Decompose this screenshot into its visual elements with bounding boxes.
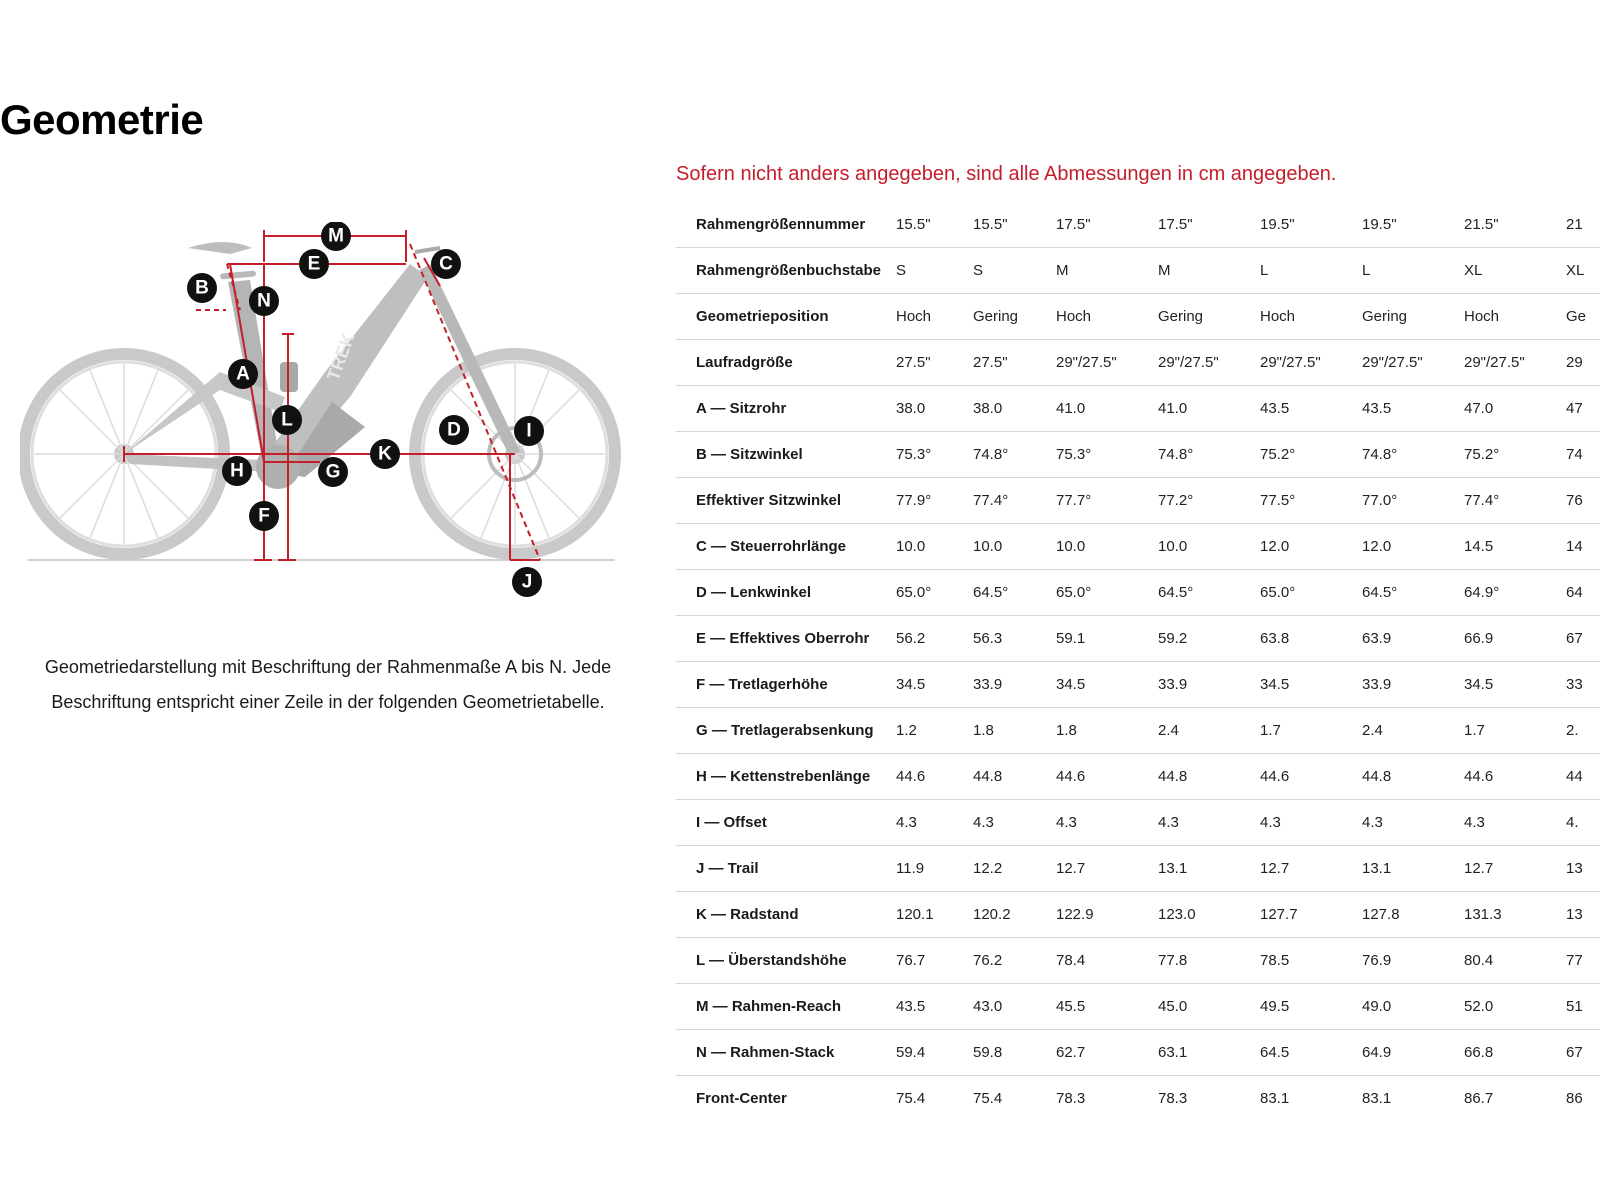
svg-text:A: A — [236, 363, 250, 385]
table-cell: 77.9° — [896, 478, 973, 524]
table-cell: 59.4 — [896, 1030, 973, 1076]
row-label: Rahmengrößennummer — [676, 202, 896, 248]
table-cell: 34.5 — [1464, 662, 1566, 708]
table-row — [676, 478, 1600, 524]
marker-l — [272, 405, 302, 435]
table-cell: 76.9 — [1362, 938, 1464, 984]
table-cell: M — [1158, 248, 1260, 294]
table-cell: 44.6 — [1260, 754, 1362, 800]
marker-i — [514, 416, 544, 446]
table-cell: 63.9 — [1362, 616, 1464, 662]
marker-n — [249, 286, 279, 316]
table-cell: 1.7 — [1260, 708, 1362, 754]
geometry-table — [676, 202, 1600, 1116]
table-cell: 74 — [1566, 432, 1600, 478]
table-cell: 1.8 — [1056, 708, 1158, 754]
table-cell: 15.5" — [973, 202, 1056, 248]
table-cell: 10.0 — [1158, 524, 1260, 570]
table-cell: 44.8 — [1362, 754, 1464, 800]
row-label: N — Rahmen-Stack — [676, 1030, 896, 1076]
table-cell: 64.5 — [1260, 1030, 1362, 1076]
table-cell: 27.5" — [973, 340, 1056, 386]
table-cell: 38.0 — [973, 386, 1056, 432]
table-cell: 77 — [1566, 938, 1600, 984]
marker-m — [321, 222, 351, 251]
table-row — [676, 294, 1600, 340]
table-cell: 29"/27.5" — [1260, 340, 1362, 386]
table-cell: 127.7 — [1260, 892, 1362, 938]
svg-text:L: L — [281, 409, 293, 431]
table-cell: 4.3 — [1464, 800, 1566, 846]
row-label: A — Sitzrohr — [676, 386, 896, 432]
table-cell: 34.5 — [1056, 662, 1158, 708]
table-cell: 13 — [1566, 846, 1600, 892]
table-cell: 1.2 — [896, 708, 973, 754]
table-cell: 10.0 — [896, 524, 973, 570]
table-cell: 64.5° — [973, 570, 1056, 616]
svg-text:N: N — [257, 290, 271, 312]
units-note: Sofern nicht anders angegeben, sind alle Abmessungen in cm angegeben. — [676, 163, 1337, 185]
table-cell: 76.7 — [896, 938, 973, 984]
table-cell: 17.5" — [1158, 202, 1260, 248]
table-cell: 83.1 — [1362, 1076, 1464, 1117]
table-cell: 4.3 — [1158, 800, 1260, 846]
table-cell: 120.1 — [896, 892, 973, 938]
table-row — [676, 340, 1600, 386]
row-label: D — Lenkwinkel — [676, 570, 896, 616]
table-cell: 13.1 — [1158, 846, 1260, 892]
table-cell: 41.0 — [1158, 386, 1260, 432]
row-label: L — Überstandshöhe — [676, 938, 896, 984]
row-label: Geometrieposition — [676, 294, 896, 340]
row-label: K — Radstand — [676, 892, 896, 938]
svg-text:F: F — [258, 505, 270, 527]
table-cell: 74.8° — [1362, 432, 1464, 478]
table-cell: 29"/27.5" — [1464, 340, 1566, 386]
table-cell: 120.2 — [973, 892, 1056, 938]
page-title: Geometrie — [0, 96, 204, 143]
frame-brand-logo: TREK — [322, 330, 359, 384]
table-cell: 74.8° — [973, 432, 1056, 478]
table-row — [676, 846, 1600, 892]
table-cell: Ge — [1566, 294, 1600, 340]
table-cell: 2.4 — [1158, 708, 1260, 754]
table-cell: 66.9 — [1464, 616, 1566, 662]
table-cell: 80.4 — [1464, 938, 1566, 984]
table-row — [676, 754, 1600, 800]
table-cell: 33 — [1566, 662, 1600, 708]
marker-h — [222, 456, 252, 486]
svg-text:C: C — [439, 253, 453, 275]
table-cell: 59.8 — [973, 1030, 1056, 1076]
table-cell: 4. — [1566, 800, 1600, 846]
table-cell: 78.5 — [1260, 938, 1362, 984]
table-cell: 12.0 — [1260, 524, 1362, 570]
row-label: E — Effektives Oberrohr — [676, 616, 896, 662]
table-cell: Hoch — [1464, 294, 1566, 340]
table-cell: 131.3 — [1464, 892, 1566, 938]
svg-text:B: B — [195, 277, 209, 299]
row-label: Front-Center — [676, 1076, 896, 1117]
diagram-caption — [28, 650, 628, 720]
table-row — [676, 662, 1600, 708]
row-label: Effektiver Sitzwinkel — [676, 478, 896, 524]
table-cell: 49.5 — [1260, 984, 1362, 1030]
table-row — [676, 248, 1600, 294]
table-cell: 65.0° — [1260, 570, 1362, 616]
table-cell: 12.7 — [1260, 846, 1362, 892]
table-cell: 29 — [1566, 340, 1600, 386]
marker-a — [228, 359, 258, 389]
row-label: H — Kettenstrebenlänge — [676, 754, 896, 800]
table-cell: 77.8 — [1158, 938, 1260, 984]
table-cell: 44.6 — [1464, 754, 1566, 800]
table-cell: 75.3° — [896, 432, 973, 478]
row-label: M — Rahmen-Reach — [676, 984, 896, 1030]
table-cell: 33.9 — [973, 662, 1056, 708]
table-cell: 127.8 — [1362, 892, 1464, 938]
table-cell: 86.7 — [1464, 1076, 1566, 1117]
table-row — [676, 202, 1600, 248]
table-cell: 66.8 — [1464, 1030, 1566, 1076]
table-cell: 77.4° — [1464, 478, 1566, 524]
table-cell: Hoch — [896, 294, 973, 340]
marker-e — [299, 249, 329, 279]
table-cell: 67 — [1566, 1030, 1600, 1076]
table-cell: 75.2° — [1464, 432, 1566, 478]
table-cell: L — [1260, 248, 1362, 294]
marker-f — [249, 501, 279, 531]
table-row — [676, 800, 1600, 846]
svg-text:D: D — [447, 419, 461, 441]
table-cell: 1.7 — [1464, 708, 1566, 754]
table-cell: XL — [1566, 248, 1600, 294]
table-cell: 44 — [1566, 754, 1600, 800]
table-cell: 59.2 — [1158, 616, 1260, 662]
table-cell: 76 — [1566, 478, 1600, 524]
table-cell: 4.3 — [1056, 800, 1158, 846]
table-cell: 64.9 — [1362, 1030, 1464, 1076]
table-cell: 63.1 — [1158, 1030, 1260, 1076]
row-label: Laufradgröße — [676, 340, 896, 386]
table-cell: M — [1056, 248, 1158, 294]
table-row — [676, 984, 1600, 1030]
table-cell: 75.4 — [973, 1076, 1056, 1117]
table-cell: 45.5 — [1056, 984, 1158, 1030]
table-cell: 47.0 — [1464, 386, 1566, 432]
table-row — [676, 386, 1600, 432]
table-cell: 56.2 — [896, 616, 973, 662]
table-cell: 44.6 — [1056, 754, 1158, 800]
table-cell: 62.7 — [1056, 1030, 1158, 1076]
table-row — [676, 432, 1600, 478]
table-cell: 64.5° — [1362, 570, 1464, 616]
table-cell: 43.5 — [1260, 386, 1362, 432]
table-row — [676, 524, 1600, 570]
table-cell: 44.6 — [896, 754, 973, 800]
svg-text:M: M — [328, 225, 344, 247]
row-label: C — Steuerrohrlänge — [676, 524, 896, 570]
table-cell: Gering — [1362, 294, 1464, 340]
table-cell: 75.2° — [1260, 432, 1362, 478]
table-cell: 21 — [1566, 202, 1600, 248]
table-cell: 19.5" — [1260, 202, 1362, 248]
table-cell: 10.0 — [973, 524, 1056, 570]
table-cell: 76.2 — [973, 938, 1056, 984]
table-cell: L — [1362, 248, 1464, 294]
row-label: J — Trail — [676, 846, 896, 892]
table-row — [676, 938, 1600, 984]
row-label: B — Sitzwinkel — [676, 432, 896, 478]
table-row — [676, 1030, 1600, 1076]
table-cell: 47 — [1566, 386, 1600, 432]
row-label: Rahmengrößenbuchstabe — [676, 248, 896, 294]
table-cell: 64 — [1566, 570, 1600, 616]
table-cell: 43.5 — [896, 984, 973, 1030]
table-cell: 41.0 — [1056, 386, 1158, 432]
svg-text:I: I — [526, 420, 532, 442]
marker-g — [318, 457, 348, 487]
table-cell: 123.0 — [1158, 892, 1260, 938]
table-cell: 52.0 — [1464, 984, 1566, 1030]
row-label: I — Offset — [676, 800, 896, 846]
table-cell: 38.0 — [896, 386, 973, 432]
table-cell: 13.1 — [1362, 846, 1464, 892]
table-cell: 44.8 — [973, 754, 1056, 800]
svg-text:G: G — [325, 461, 341, 483]
table-cell: 21.5" — [1464, 202, 1566, 248]
marker-d — [439, 415, 469, 445]
marker-k — [370, 439, 400, 469]
table-cell: 11.9 — [896, 846, 973, 892]
table-cell: XL — [1464, 248, 1566, 294]
table-cell: 17.5" — [1056, 202, 1158, 248]
table-cell: 29"/27.5" — [1158, 340, 1260, 386]
marker-c — [431, 249, 461, 279]
svg-text:J: J — [521, 571, 533, 593]
table-cell: 12.2 — [973, 846, 1056, 892]
table-cell: 45.0 — [1158, 984, 1260, 1030]
table-cell: 14 — [1566, 524, 1600, 570]
svg-text:E: E — [307, 253, 321, 275]
table-cell: 74.8° — [1158, 432, 1260, 478]
table-cell: 77.4° — [973, 478, 1056, 524]
table-cell: Gering — [973, 294, 1056, 340]
marker-j — [512, 567, 542, 597]
table-cell: 43.5 — [1362, 386, 1464, 432]
table-cell: 77.7° — [1056, 478, 1158, 524]
marker-b — [187, 273, 217, 303]
table-cell: 12.7 — [1056, 846, 1158, 892]
svg-text:H: H — [230, 460, 244, 482]
table-cell: 44.8 — [1158, 754, 1260, 800]
table-cell: 77.2° — [1158, 478, 1260, 524]
table-cell: 63.8 — [1260, 616, 1362, 662]
bike-geometry-diagram — [20, 222, 635, 622]
table-cell: 78.3 — [1158, 1076, 1260, 1117]
bike-frame — [124, 242, 515, 489]
table-cell: 12.7 — [1464, 846, 1566, 892]
table-cell: Hoch — [1260, 294, 1362, 340]
table-cell: 2.4 — [1362, 708, 1464, 754]
table-cell: 77.0° — [1362, 478, 1464, 524]
table-cell: 67 — [1566, 616, 1600, 662]
table-cell: 51 — [1566, 984, 1600, 1030]
caption-line: Beschriftung entspricht einer Zeile in der folgenden Geometrietabelle. — [51, 692, 605, 712]
table-cell: 77.5° — [1260, 478, 1362, 524]
table-cell: 15.5" — [896, 202, 973, 248]
table-cell: S — [973, 248, 1056, 294]
table-cell: 1.8 — [973, 708, 1056, 754]
table-cell: 49.0 — [1362, 984, 1464, 1030]
table-cell: 34.5 — [896, 662, 973, 708]
table-cell: 29"/27.5" — [1056, 340, 1158, 386]
table-cell: 78.3 — [1056, 1076, 1158, 1117]
table-cell: 12.0 — [1362, 524, 1464, 570]
table-cell: 33.9 — [1158, 662, 1260, 708]
table-cell: 34.5 — [1260, 662, 1362, 708]
table-cell: Gering — [1158, 294, 1260, 340]
caption-line: Geometriedarstellung mit Beschriftung der Rahmenmaße A bis N. Jede — [44, 657, 612, 677]
table-cell: 29"/27.5" — [1362, 340, 1464, 386]
table-cell: 10.0 — [1056, 524, 1158, 570]
table-cell: 64.9° — [1464, 570, 1566, 616]
table-row — [676, 616, 1600, 662]
table-cell: 4.3 — [896, 800, 973, 846]
table-cell: 122.9 — [1056, 892, 1158, 938]
table-cell: 33.9 — [1362, 662, 1464, 708]
table-cell: 4.3 — [973, 800, 1056, 846]
svg-text:K: K — [378, 443, 392, 465]
table-row — [676, 892, 1600, 938]
table-cell: 4.3 — [1362, 800, 1464, 846]
table-cell: 83.1 — [1260, 1076, 1362, 1117]
table-cell: 13 — [1566, 892, 1600, 938]
table-cell: Hoch — [1056, 294, 1158, 340]
row-label: G — Tretlagerabsenkung — [676, 708, 896, 754]
table-cell: 4.3 — [1260, 800, 1362, 846]
table-row — [676, 708, 1600, 754]
table-cell: 19.5" — [1362, 202, 1464, 248]
table-cell: 64.5° — [1158, 570, 1260, 616]
table-cell: 75.3° — [1056, 432, 1158, 478]
geometry-table-container[interactable] — [676, 202, 1600, 1116]
table-cell: 75.4 — [896, 1076, 973, 1117]
table-row — [676, 1076, 1600, 1117]
table-cell: 56.3 — [973, 616, 1056, 662]
table-cell: 65.0° — [1056, 570, 1158, 616]
table-cell: 14.5 — [1464, 524, 1566, 570]
table-cell: 2. — [1566, 708, 1600, 754]
table-cell: 43.0 — [973, 984, 1056, 1030]
table-cell: 59.1 — [1056, 616, 1158, 662]
table-cell: 27.5" — [896, 340, 973, 386]
table-cell: 65.0° — [896, 570, 973, 616]
row-label: F — Tretlagerhöhe — [676, 662, 896, 708]
table-cell: 78.4 — [1056, 938, 1158, 984]
table-cell: S — [896, 248, 973, 294]
table-cell: 86 — [1566, 1076, 1600, 1117]
table-row — [676, 570, 1600, 616]
